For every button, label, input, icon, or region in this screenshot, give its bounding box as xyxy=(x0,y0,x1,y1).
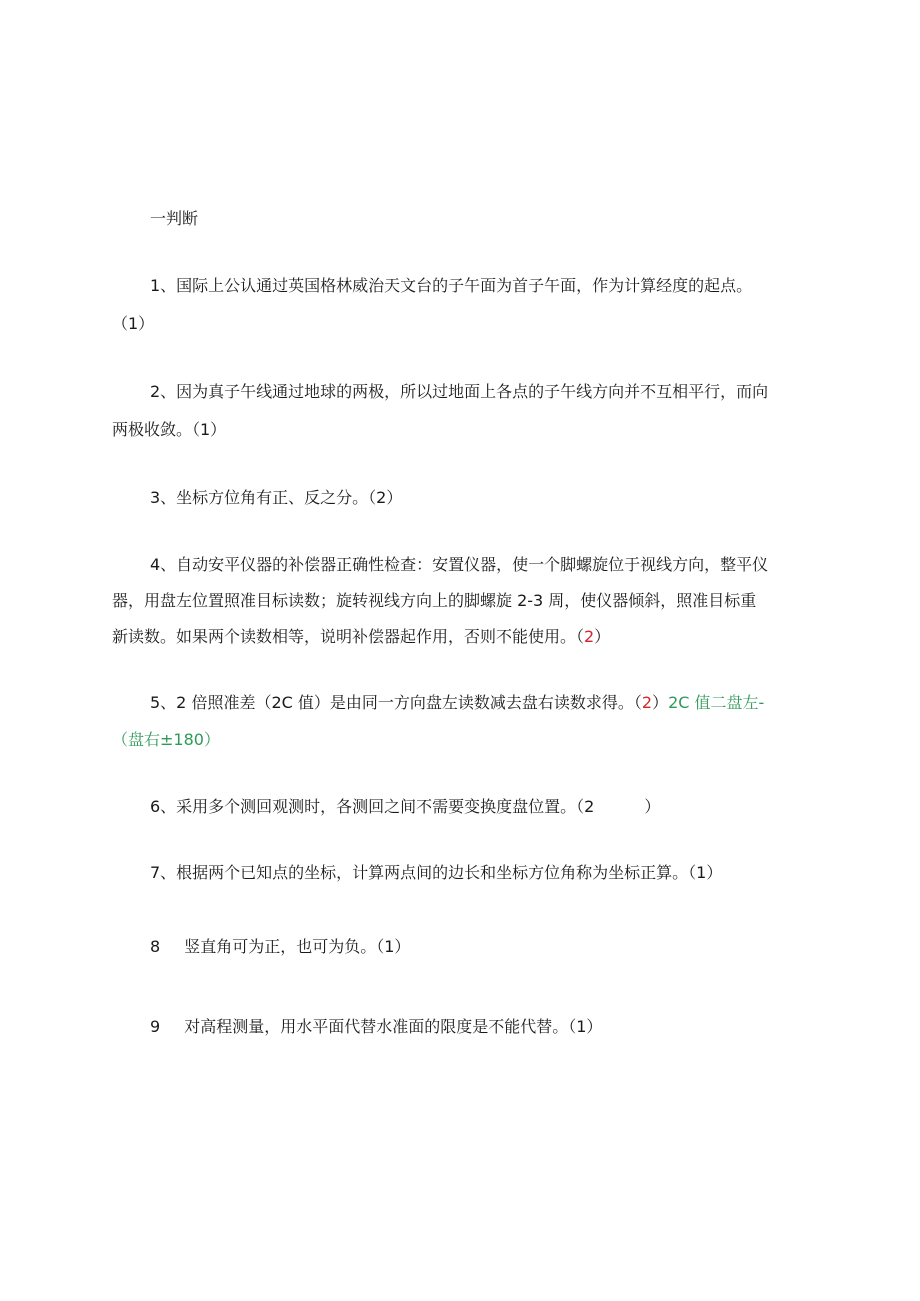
question-5-close-paren: ） xyxy=(652,693,669,712)
question-8-text: 竖直角可为正，也可为负。（1） xyxy=(184,937,411,956)
question-6-line-1-text: 6、采用多个测回观测时，各测回之间不需要变换度盘位置。（2 xyxy=(150,797,595,816)
question-2-line-1: 2、因为真子午线通过地球的两极，所以过地面上各点的子午线方向并不互相平行，而向 xyxy=(150,382,769,401)
section-title: 一判断 xyxy=(150,209,199,228)
question-7-line-1: 7、根据两个已知点的坐标，计算两点间的边长和坐标方位角称为坐标正算。（1） xyxy=(150,863,723,882)
question-8-line-1 xyxy=(150,936,410,958)
question-4-close-paren: ） xyxy=(594,627,611,646)
question-1-line-1: 1、国际上公认通过英国格林威治天文台的子午面为首子午面，作为计算经度的起点。 xyxy=(150,276,753,295)
question-5-line-1 xyxy=(150,692,764,714)
question-1-answer: （1） xyxy=(112,314,155,333)
question-4-line-2: 器，用盘左位置照准目标读数；旋转视线方向上的脚螺旋 2-3 周，使仪器倾斜，照准目标重 xyxy=(112,591,757,610)
question-6-close-paren: ） xyxy=(644,797,661,816)
question-5-line-1-text: 5、2 倍照准差（2C 值）是由同一方向盘左读数减去盘右读数求得。（ xyxy=(150,693,642,712)
question-2-line-2: 两极收敛。（1） xyxy=(112,420,227,439)
question-5-note: 2C 值二盘左- xyxy=(668,693,765,712)
question-8-number: 8 xyxy=(150,937,161,956)
question-9-number: 9 xyxy=(150,1017,161,1036)
question-3-line-1: 3、坐标方位角有正、反之分。（2） xyxy=(150,488,403,507)
question-9-line-1 xyxy=(150,1016,602,1038)
question-5-answer: 2 xyxy=(641,693,653,712)
question-4-line-3 xyxy=(112,626,610,648)
question-4-line-3-text: 新读数。如果两个读数相等，说明补偿器起作用，否则不能使用。（ xyxy=(112,627,585,646)
question-6-line-1 xyxy=(150,796,660,818)
question-4-line-1: 4、自动安平仪器的补偿器正确性检查：安置仪器，使一个脚螺旋位于视线方向，整平仪 xyxy=(150,555,769,574)
question-9-text: 对高程测量，用水平面代替水准面的限度是不能代替。（1） xyxy=(184,1017,603,1036)
question-4-answer: 2 xyxy=(584,627,595,646)
question-5-note-line-2: （盘右±180） xyxy=(112,730,220,749)
